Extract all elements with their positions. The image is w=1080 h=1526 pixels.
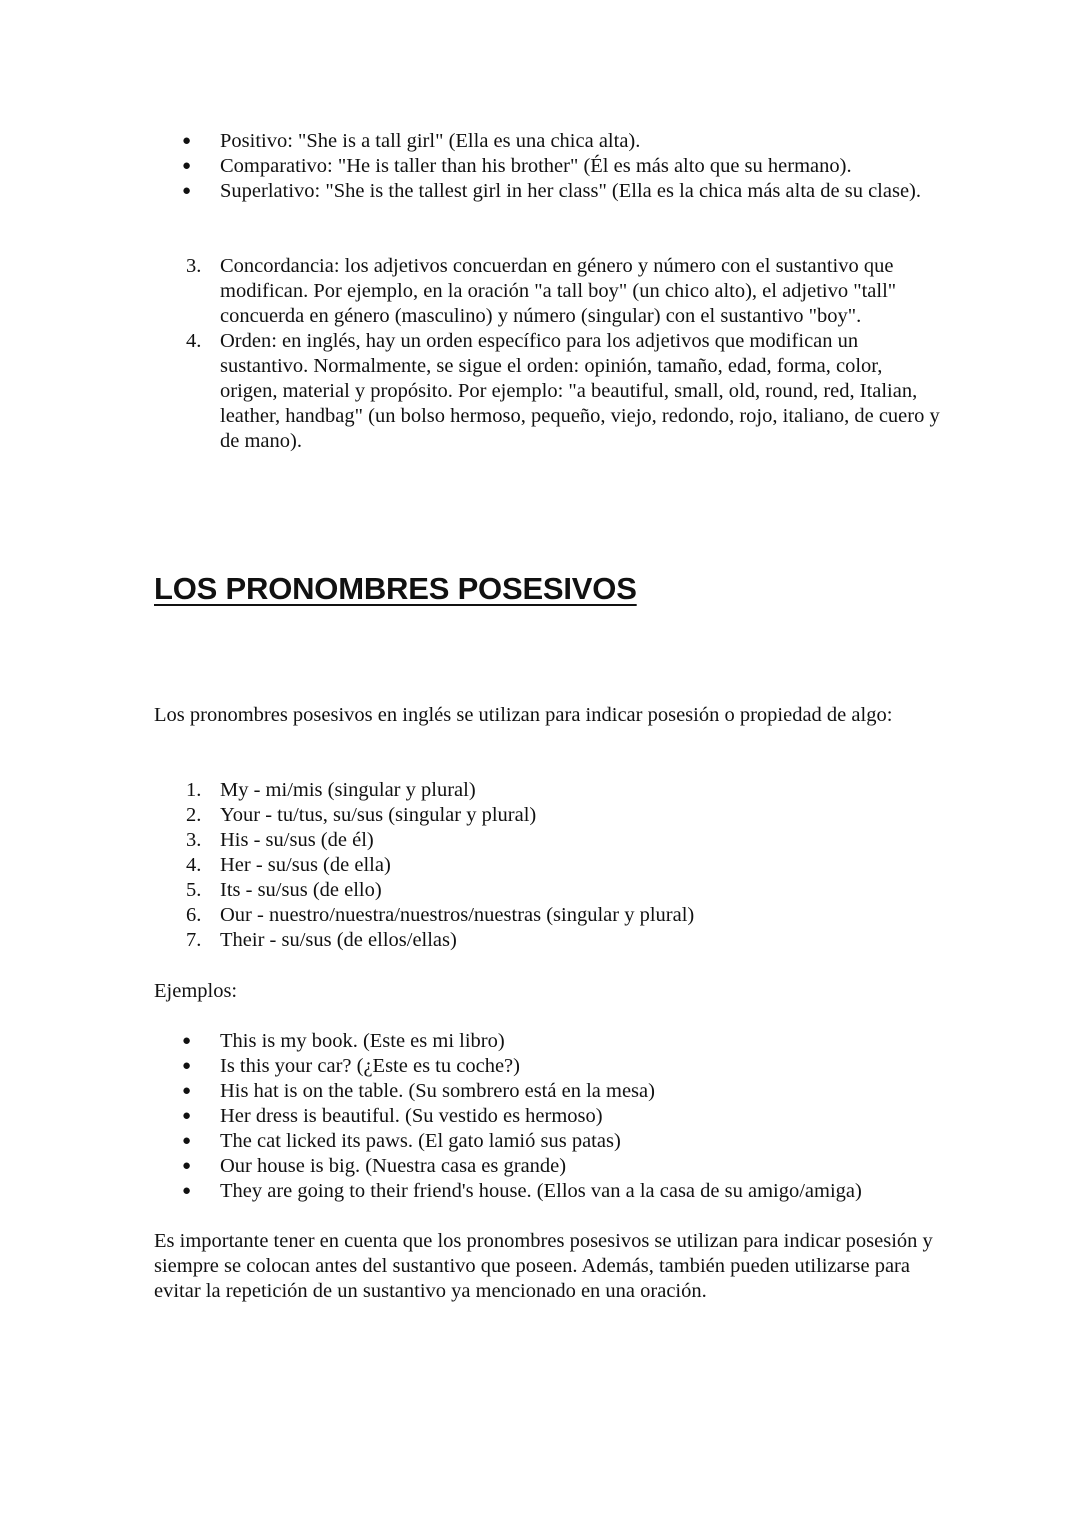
bullet-icon: ● [182, 1058, 192, 1074]
list-item-text: His - su/sus (de él) [220, 829, 374, 851]
list-item [154, 1129, 944, 1154]
list-item [154, 828, 944, 853]
list-number: 4. [186, 854, 202, 876]
intro-section [154, 703, 944, 728]
list-number: 5. [186, 879, 202, 901]
list-item-text: Their - su/sus (de ellos/ellas) [220, 929, 457, 951]
list-number: 4. [186, 330, 202, 352]
bullet-icon: ● [182, 1183, 192, 1199]
list-number: 1. [186, 779, 202, 801]
list-number: 3. [186, 829, 202, 851]
list-item [154, 129, 944, 154]
section-title: LOS PRONOMBRES POSESIVOS [154, 571, 637, 606]
possessives-list [154, 778, 944, 953]
list-item [154, 928, 944, 953]
examples-label: Ejemplos: [154, 980, 238, 1002]
bullet-icon: ● [182, 1133, 192, 1149]
list-item [154, 1154, 944, 1179]
list-item [154, 903, 944, 928]
possessives-section [154, 778, 944, 953]
list-item-text: Her dress is beautiful. (Su vestido es hermoso) [220, 1105, 603, 1127]
examples-list [154, 1029, 944, 1204]
examples-label-wrap [154, 979, 944, 1004]
closing-section [154, 1229, 944, 1304]
list-item-text: Is this your car? (¿Este es tu coche?) [220, 1055, 520, 1077]
list-item-text: Her - su/sus (de ella) [220, 854, 391, 876]
list-item [154, 853, 944, 878]
list-item-text: Orden: en inglés, hay un orden específico para los adjetivos que modifican un sustantivo. Normalmente, se sigue el orden: opinión, tamaño, edad, forma, color, origen, material y propósito. Por ejemplo: "a beautiful, small, old, round, red, Italian, leather, handbag" (un bolso hermoso, pequeño, viejo, redondo, rojo, italiano, de cuero y de mano). [220, 330, 940, 452]
bullet-icon: ● [182, 1083, 192, 1099]
list-item [154, 878, 944, 903]
list-item [154, 179, 944, 204]
list-item-text: They are going to their friend's house. (Ellos van a la casa de su amigo/amiga) [220, 1180, 862, 1202]
list-item-text: Positivo: "She is a tall girl" (Ella es una chica alta). [220, 130, 641, 152]
comparison-examples-section [154, 129, 944, 204]
adjective-rules-section [154, 254, 944, 454]
list-item [154, 154, 944, 179]
list-item-text: Our - nuestro/nuestra/nuestros/nuestras (singular y plural) [220, 904, 695, 926]
list-number: 7. [186, 929, 202, 951]
list-item-text: His hat is on the table. (Su sombrero está en la mesa) [220, 1080, 655, 1102]
list-item [154, 1104, 944, 1129]
bullet-icon: ● [182, 158, 192, 174]
bullet-icon: ● [182, 1108, 192, 1124]
list-item-text: Our house is big. (Nuestra casa es grande) [220, 1155, 567, 1177]
list-item-text: My - mi/mis (singular y plural) [220, 779, 476, 801]
list-item [154, 1029, 944, 1054]
list-number: 6. [186, 904, 202, 926]
list-item-text: This is my book. (Este es mi libro) [220, 1030, 505, 1052]
list-number: 2. [186, 804, 202, 826]
bullet-icon: ● [182, 183, 192, 199]
list-item-text: Concordancia: los adjetivos concuerdan en género y número con el sustantivo que modifican. Por ejemplo, en la oración "a tall boy" (un chico alto), el adjetivo "tall" concuerda en género (masculino) y número (singular) con el sustantivo "boy". [220, 255, 897, 327]
list-item-text: Comparativo: "He is taller than his brother" (Él es más alto que su hermano). [220, 155, 852, 177]
bullet-icon: ● [182, 1158, 192, 1174]
list-item [154, 254, 944, 329]
list-item [154, 1179, 944, 1204]
closing-paragraph: Es importante tener en cuenta que los pronombres posesivos se utilizan para indicar posesión y siempre se colocan antes del sustantivo que poseen. Además, también pueden utilizarse para evitar la repetición de un sustantivo ya mencionado en una oración. [154, 1230, 933, 1302]
bullet-icon: ● [182, 133, 192, 149]
list-item [154, 1054, 944, 1079]
intro-paragraph: Los pronombres posesivos en inglés se utilizan para indicar posesión o propiedad de algo: [154, 704, 893, 726]
list-number: 3. [186, 255, 202, 277]
list-item-text: Superlativo: "She is the tallest girl in her class" (Ella es la chica más alta de su clase). [220, 180, 921, 202]
examples-section [154, 1029, 944, 1204]
bullet-icon: ● [182, 1033, 192, 1049]
list-item [154, 778, 944, 803]
list-item [154, 329, 944, 454]
adjective-rules-list [154, 254, 944, 454]
list-item-text: Its - su/sus (de ello) [220, 879, 382, 901]
comparison-examples-list [154, 129, 944, 204]
list-item-text: The cat licked its paws. (El gato lamió sus patas) [220, 1130, 621, 1152]
list-item [154, 1079, 944, 1104]
list-item-text: Your - tu/tus, su/sus (singular y plural) [220, 804, 537, 826]
list-item [154, 803, 944, 828]
section-heading-wrap [154, 569, 944, 609]
